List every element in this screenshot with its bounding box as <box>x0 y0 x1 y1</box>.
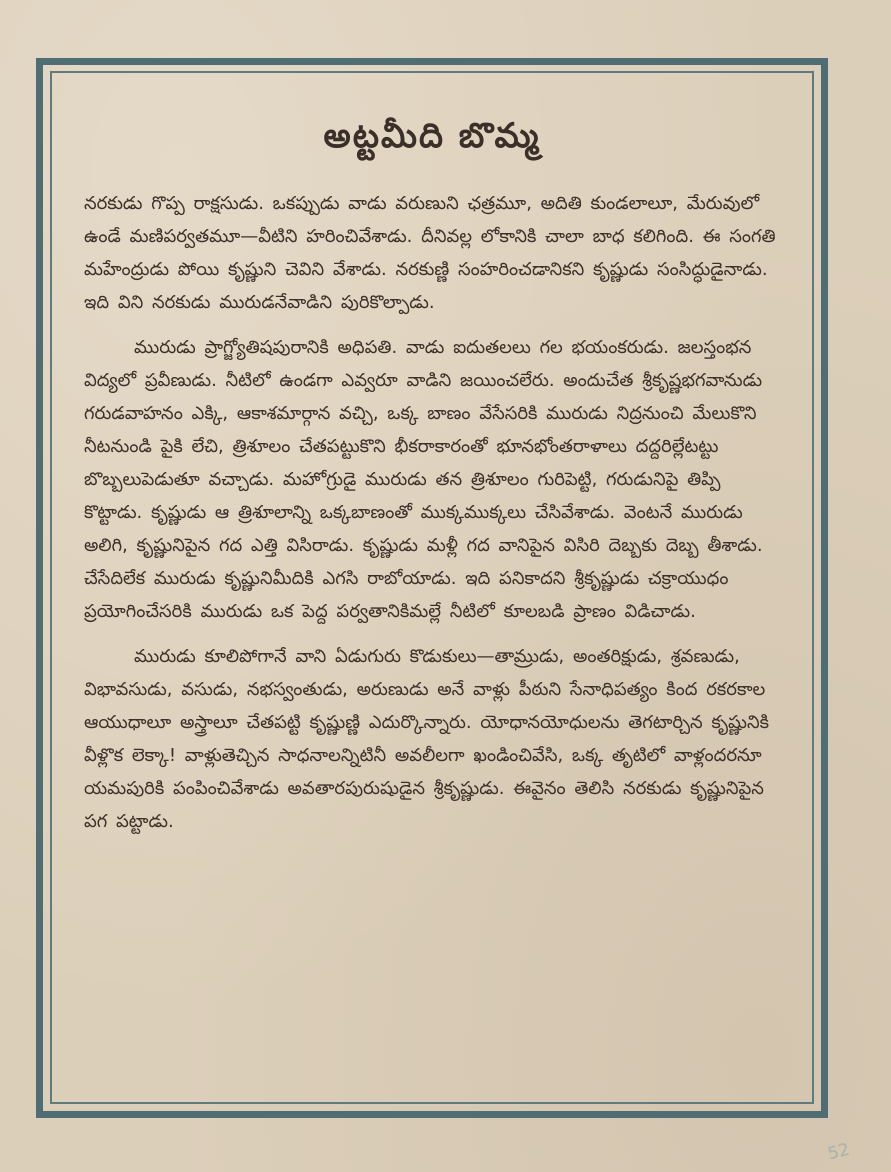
paragraph-1: నరకుడు గొప్ప రాక్షసుడు. ఒకప్పుడు వాడు వరుణుని ఛత్రమూ, అదితి కుండలాలూ, మేరువులో ఉండే మణిపర్వతమూ—వీటిని హరించివేశాడు. దీనివల్ల లోకానికి చాలా బాధ కలిగింది. ఈ సంగతి మహేంద్రుడు పోయి కృష్ణుని చెవిని వేశాడు. నరకుణ్ణి సంహరించడానికని కృష్ణుడు సంసిద్ధుడైనాడు. ఇది విని నరకుడు మురుడనేవాడిని పురికొల్పాడు. <box>84 192 776 313</box>
story-content <box>84 116 780 850</box>
paragraph-3: మురుడు కూలిపోగానే వాని ఏడుగురు కొడుకులు—తామ్రుడు, అంతరిక్షుడు, శ్రవణుడు, విభావసుడు, వసుడు, నభస్వంతుడు, అరుణుడు అనే వాళ్లు పీఠుని సేనాధిపత్యం కింద రకరకాల ఆయుధాలూ అస్త్రాలూ చేతపట్టి కృష్ణుణ్ణి ఎదుర్కొన్నారు. యోధానయోధులను తెగటార్చిన కృష్ణునికి వీళ్లొక లెక్కా! వాళ్లుతెచ్చిన సాధనాలన్నిటినీ అవలీలగా ఖండించివేసి, ఒక్క తృటిలో వాళ్లందరనూ యమపురికి పంపించివేశాడు అవతారపురుషుడైన శ్రీకృష్ణుడు. ఈవైనం తెలిసి నరకుడు కృష్ణునిపైన పగ పట్టాడు. <box>84 645 770 832</box>
paragraph-2: మురుడు ప్రాగ్జ్యోతిషపురానికి అధిపతి. వాడు ఐదుతలలు గల భయంకరుడు. జలస్తంభన విద్యలో ప్రవీణుడు. నీటిలో ఉండగా ఎవ్వరూ వాడిని జయించలేరు. అందుచేత శ్రీకృష్ణభగవానుడు గరుడవాహనం ఎక్కి, ఆకాశమార్గాన వచ్చి, ఒక్క బాణం వేసేసరికి మురుడు నిద్రనుంచి మేలుకొని నీటనుండి పైకి లేచి, త్రిశూలం చేతపట్టుకొని భీకరాకారంతో భూనభోంతరాళాలు దద్దరిల్లేటట్టు బొబ్బలుపెడుతూ వచ్చాడు. మహోగ్రుడై మురుడు తన త్రిశూలం గురిపెట్టి, గరుడునిపై తిప్పి కొట్టాడు. కృష్ణుడు ఆ త్రిశూలాన్ని ఒక్కబాణంతో ముక్కముక్కలు చేసివేశాడు. వెంటనే మురుడు అలిగి, కృష్ణునిపైన గద ఎత్తి విసిరాడు. కృష్ణుడు మళ్లీ గద వానిపైన విసిరి దెబ్బకు దెబ్బ తీశాడు. చేసేదిలేక మురుడు కృష్ణునిమీదికి ఎగసి రాబోయాడు. ఇది పనికాదని శ్రీకృష్ణుడు చక్రాయుధం ప్రయోగించేసరికి మురుడు ఒక పెద్ద పర్వతానికిమల్లే నీటిలో కూలబడి ప్రాణం విడిచాడు. <box>84 336 763 622</box>
page-number: 52 <box>825 1139 852 1165</box>
page-title: అట్టమీది బొమ్మ <box>323 116 541 156</box>
